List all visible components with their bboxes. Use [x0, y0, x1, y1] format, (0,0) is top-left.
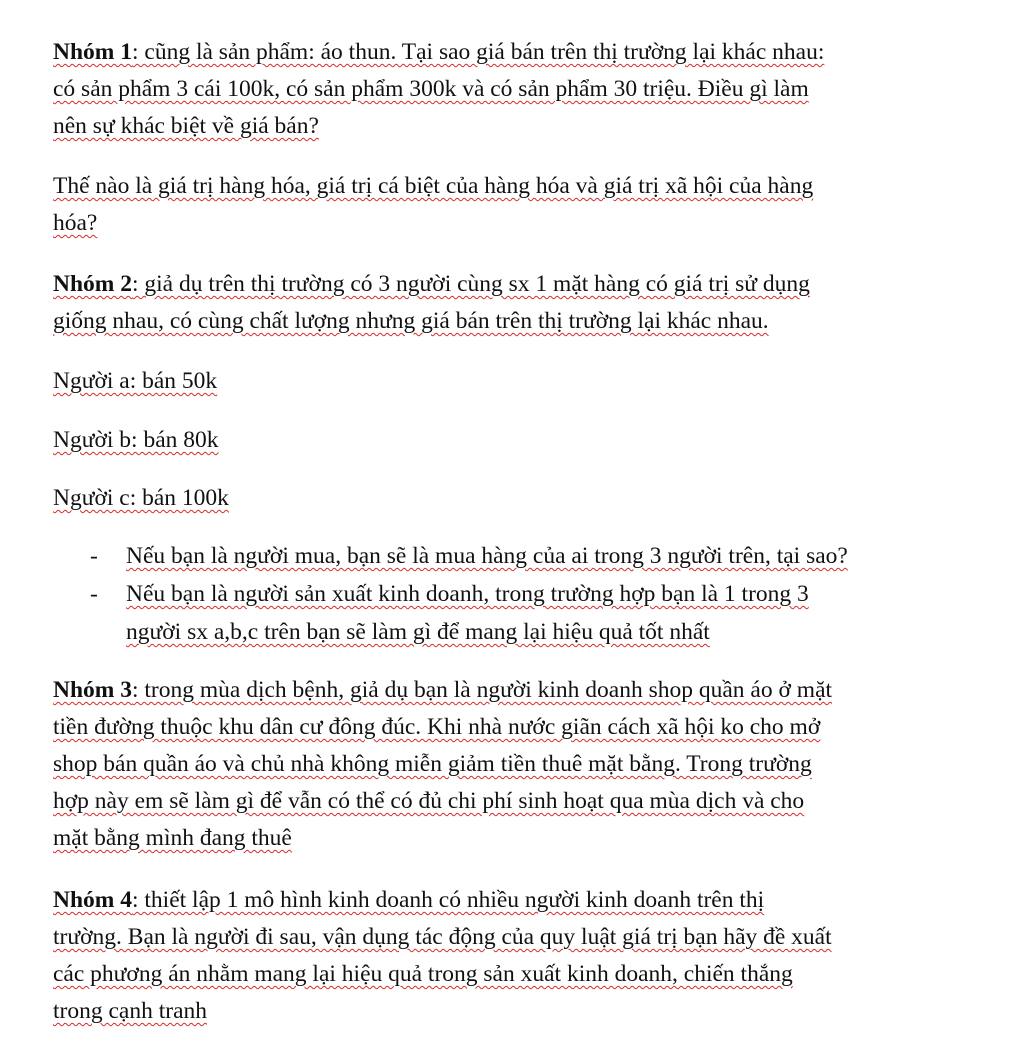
group2-paragraph	[53, 266, 1013, 340]
group4-paragraph	[53, 882, 1013, 1030]
group1-line-2: có sản phẩm 3 cái 100k, có sản phẩm 300k và có sản phẩm 30 triệu. Điều gì làm	[53, 76, 809, 102]
seller-b: Người b: bán 80k	[53, 427, 219, 453]
group2-line-2: giống nhau, có cùng chất lượng nhưng giá bán trên thị trường lại khác nhau.	[53, 308, 769, 334]
bullet-2-line-1: Nếu bạn là người sản xuất kinh doanh, trong trường hợp bạn là 1 trong 3	[126, 581, 809, 607]
bullet-2-dash: -	[90, 581, 98, 607]
group3-label: Nhóm 3	[53, 677, 132, 703]
group4-line-4: trong cạnh tranh	[53, 998, 208, 1024]
group1-label: Nhóm 1	[53, 39, 132, 65]
group4-line-2: trường. Bạn là người đi sau, vận dụng tác động của quy luật giá trị bạn hãy đề xuất	[53, 924, 832, 950]
group4-line-3: các phương án nhằm mang lại hiệu quả trong sản xuất kinh doanh, chiến thắng	[53, 961, 793, 987]
group1-question-line-1: Thế nào là giá trị hàng hóa, giá trị cá biệt của hàng hóa và giá trị xã hội của hàng	[53, 173, 814, 199]
group1-question-line-2: hóa?	[53, 210, 98, 236]
group2-line-1: Nhóm 2: giả dụ trên thị trường có 3 người cùng sx 1 mặt hàng có giá trị sử dụng	[53, 271, 810, 297]
group1-paragraph	[53, 34, 1013, 145]
group3-paragraph	[53, 672, 1013, 857]
group2-label: Nhóm 2	[53, 271, 132, 297]
group4-label: Nhóm 4	[53, 887, 132, 913]
group1-line-1: Nhóm 1: cũng là sản phẩm: áo thun. Tại sao giá bán trên thị trường lại khác nhau:	[53, 39, 825, 65]
bullet-2-line-2: người sx a,b,c trên bạn sẽ làm gì để mang lại hiệu quả tốt nhất	[126, 619, 710, 645]
group3-line-2: tiền đường thuộc khu dân cư đông đúc. Khi nhà nước giãn cách xã hội ko cho mở	[53, 714, 821, 740]
group3-line-3: shop bán quần áo và chủ nhà không miễn giảm tiền thuê mặt bằng. Trong trường	[53, 751, 812, 777]
group1-line-3: nên sự khác biệt về giá bán?	[53, 113, 319, 139]
group4-line-1: Nhóm 4: thiết lập 1 mô hình kinh doanh có nhiều người kinh doanh trên thị	[53, 887, 765, 913]
seller-a: Người a: bán 50k	[53, 368, 218, 394]
group3-line-1: Nhóm 3: trong mùa dịch bệnh, giả dụ bạn là người kinh doanh shop quần áo ở mặt	[53, 677, 833, 703]
group3-line-5: mặt bằng mình đang thuê	[53, 825, 292, 851]
bullet-1-line-1: Nếu bạn là người mua, bạn sẽ là mua hàng của ai trong 3 người trên, tại sao?	[126, 543, 848, 569]
seller-c: Người c: bán 100k	[53, 485, 229, 511]
group3-line-4: hợp này em sẽ làm gì để vẫn có thể có đủ chi phí sinh hoạt qua mùa dịch và cho	[53, 788, 805, 814]
bullet-1-dash: -	[90, 543, 98, 569]
group1-question	[53, 168, 1013, 242]
